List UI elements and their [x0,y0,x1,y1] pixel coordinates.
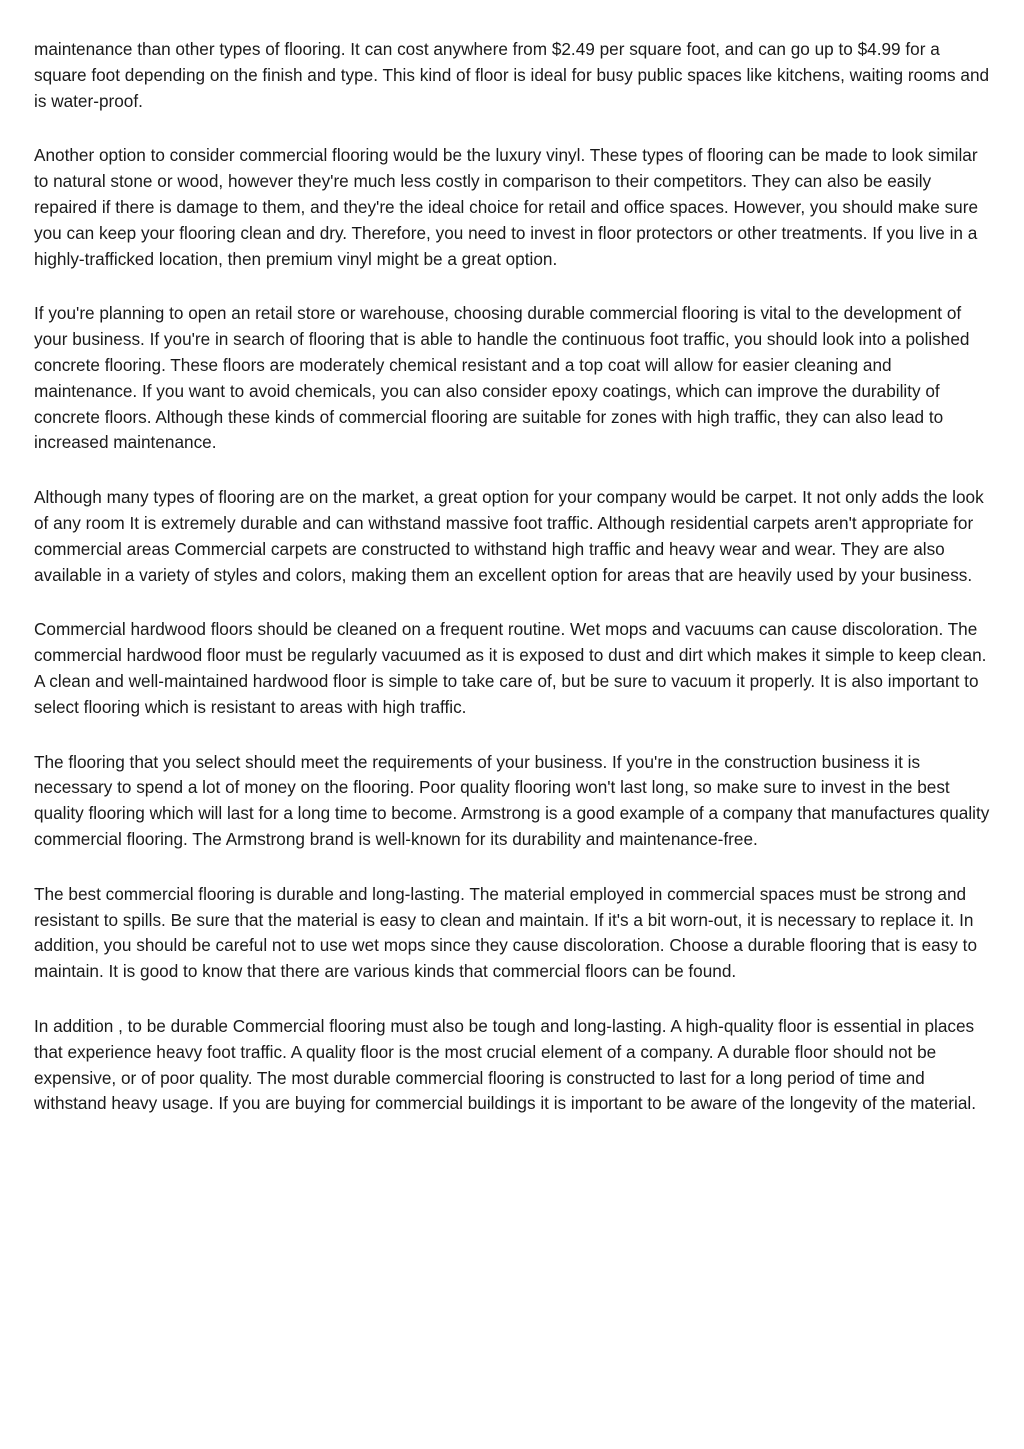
paragraph: If you're planning to open an retail store or warehouse, choosing durable commercial flooring is vital to the development of your business. If you're in search of flooring that is able to handle the continuous foot traffic, you should look into a polished concrete flooring. These floors are moderately chemical resistant and a top coat will allow for easier cleaning and maintenance. If you want to avoid chemicals, you can also consider epoxy coatings, which can improve the durability of concrete floors. Although these kinds of commercial flooring are suitable for zones with high traffic, they can also lead to increased maintenance. [34,303,970,453]
paragraph: In addition , to be durable Commercial flooring must also be tough and long-lasting. A high-quality floor is essential in places that experience heavy foot traffic. A quality floor is the most crucial element of a company. A durable floor should not be expensive, or of poor quality. The most durable commercial flooring is constructed to last for a long period of time and withstand heavy usage. If you are buying for commercial buildings it is important to be aware of the longevity of the material. [34,1015,976,1114]
paragraph: Commercial hardwood floors should be cleaned on a frequent routine. Wet mops and vacuums can cause discoloration. The commercial hardwood floor must be regularly vacuumed as it is exposed to dust and dirt which makes it simple to keep clean. A clean and well-maintained hardwood floor is simple to take care of, but be sure to vacuum it properly. It is also important to select flooring which is resistant to areas with high traffic. [34,619,987,717]
paragraph: The flooring that you select should meet the requirements of your business. If you're in the construction business it is necessary to spend a lot of money on the flooring. Poor quality flooring won't last long, so make sure to invest in the best quality flooring which will last for a long time to become. Armstrong is a good example of a company that manufactures quality commercial flooring. The Armstrong brand is well-known for its durability and maintenance-free. [34,751,990,849]
paragraph: The best commercial flooring is durable and long-lasting. The material employed in commercial spaces must be strong and resistant to spills. Be sure that the material is easy to clean and maintain. If it's a bit worn-out, it is necessary to replace it. In addition, you should be careful not to use wet mops since they cause discoloration. Choose a durable flooring that is easy to maintain. It is good to know that there are various kinds that commercial floors can be found. [34,883,978,982]
paragraph: Another option to consider commercial flooring would be the luxury vinyl. These types of flooring can be made to look similar to natural stone or wood, however they're much less costly in comparison to their competitors. They can also be easily repaired if there is damage to them, and they're the ideal choice for retail and office spaces. However, you should make sure you can keep your flooring clean and dry. Therefore, you need to invest in floor protectors or other treatments. If you live in a highly-trafficked location, then premium vinyl might be a great option. [34,145,979,269]
document-body [34,37,994,1146]
paragraph: Although many types of flooring are on the market, a great option for your company would be carpet. It not only adds the look of any room It is extremely durable and can withstand massive foot traffic. Although residential carpets aren't appropriate for commercial areas Commercial carpets are constructed to withstand high traffic and heavy wear and wear. They are also available in a variety of styles and colors, making them an excellent option for areas that are heavily used by your business. [34,487,984,585]
paragraph: maintenance than other types of flooring. It can cost anywhere from $2.49 per square foot, and can go up to $4.99 for a square foot depending on the finish and type. This kind of floor is ideal for busy public spaces like kitchens, waiting rooms and is water-proof. [34,39,990,111]
